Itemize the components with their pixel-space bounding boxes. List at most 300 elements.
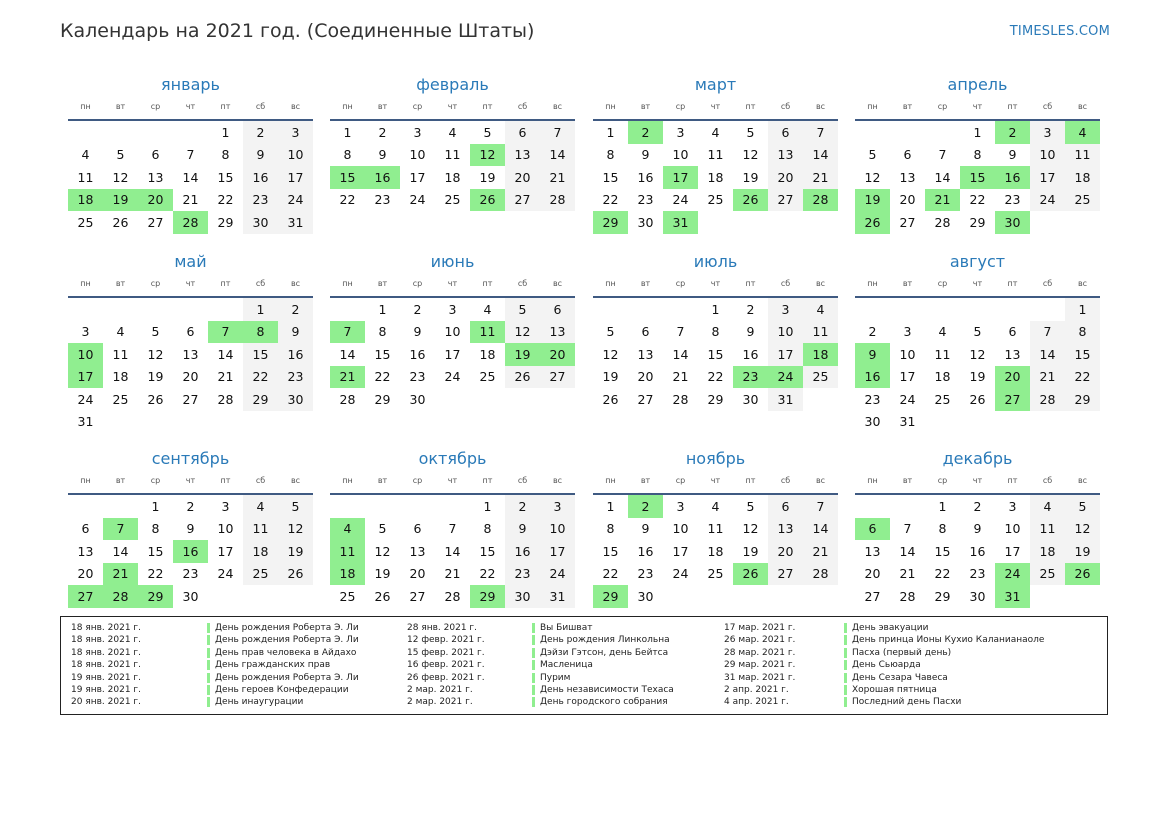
day-cell[interactable]: 8: [711, 324, 720, 340]
day-cell[interactable]: 3: [448, 301, 457, 317]
holiday-day-cell[interactable]: 21: [330, 366, 365, 389]
holiday-day-cell[interactable]: 29: [470, 585, 505, 608]
day-cell[interactable]: 27: [899, 214, 916, 230]
holiday-day-cell[interactable]: 7: [330, 321, 365, 344]
day-cell[interactable]: 25: [444, 192, 461, 208]
day-cell[interactable]: 30: [637, 214, 654, 230]
holiday-day-cell[interactable]: 12: [470, 144, 505, 167]
day-cell[interactable]: 17: [278, 166, 313, 189]
day-cell[interactable]: 5: [116, 147, 125, 163]
day-cell[interactable]: 6: [81, 521, 90, 537]
day-cell[interactable]: 14: [803, 144, 838, 167]
day-cell[interactable]: 10: [540, 518, 575, 541]
day-cell[interactable]: 27: [147, 214, 164, 230]
day-cell[interactable]: 2: [413, 301, 422, 317]
day-cell[interactable]: 3: [903, 324, 912, 340]
day-cell[interactable]: 12: [278, 518, 313, 541]
day-cell[interactable]: 26: [505, 366, 540, 389]
day-cell[interactable]: 31: [540, 585, 575, 608]
day-cell[interactable]: 28: [899, 588, 916, 604]
day-cell[interactable]: 22: [1065, 366, 1100, 389]
holiday-day-cell[interactable]: 2: [995, 121, 1030, 144]
day-cell[interactable]: 19: [742, 169, 759, 185]
holiday-day-cell[interactable]: 2: [628, 495, 663, 518]
site-link[interactable]: TIMESLES.COM: [1009, 24, 1110, 39]
day-cell[interactable]: 16: [742, 346, 759, 362]
day-cell[interactable]: 24: [899, 391, 916, 407]
day-cell[interactable]: 20: [182, 369, 199, 385]
holiday-day-cell[interactable]: 17: [663, 166, 698, 189]
day-cell[interactable]: 8: [606, 147, 615, 163]
day-cell[interactable]: 20: [409, 566, 426, 582]
holiday-day-cell[interactable]: 16: [995, 166, 1030, 189]
day-cell[interactable]: 11: [707, 521, 724, 537]
day-cell[interactable]: 12: [147, 346, 164, 362]
day-cell[interactable]: 17: [1030, 166, 1065, 189]
day-cell[interactable]: 28: [444, 588, 461, 604]
day-cell[interactable]: 27: [505, 189, 540, 212]
holiday-day-cell[interactable]: 31: [663, 211, 698, 234]
day-cell[interactable]: 19: [147, 369, 164, 385]
holiday-day-cell[interactable]: 19: [855, 189, 890, 212]
day-cell[interactable]: 22: [243, 366, 278, 389]
day-cell[interactable]: 17: [672, 543, 689, 559]
holiday-day-cell[interactable]: 11: [470, 321, 505, 344]
day-cell[interactable]: 1: [221, 124, 230, 140]
day-cell[interactable]: 14: [899, 543, 916, 559]
day-cell[interactable]: 6: [768, 121, 803, 144]
day-cell[interactable]: 5: [278, 495, 313, 518]
holiday-day-cell[interactable]: 20: [138, 189, 173, 212]
day-cell[interactable]: 21: [672, 369, 689, 385]
day-cell[interactable]: 2: [243, 121, 278, 144]
day-cell[interactable]: 10: [217, 521, 234, 537]
day-cell[interactable]: 18: [1065, 166, 1100, 189]
day-cell[interactable]: 15: [479, 543, 496, 559]
holiday-day-cell[interactable]: 6: [855, 518, 890, 541]
day-cell[interactable]: 3: [413, 124, 422, 140]
day-cell[interactable]: 28: [803, 563, 838, 586]
day-cell[interactable]: 9: [746, 324, 755, 340]
day-cell[interactable]: 30: [637, 588, 654, 604]
day-cell[interactable]: 8: [221, 147, 230, 163]
day-cell[interactable]: 9: [1008, 147, 1017, 163]
day-cell[interactable]: 9: [973, 521, 982, 537]
day-cell[interactable]: 3: [676, 498, 685, 514]
day-cell[interactable]: 4: [116, 324, 125, 340]
day-cell[interactable]: 19: [1065, 540, 1100, 563]
day-cell[interactable]: 3: [278, 121, 313, 144]
day-cell[interactable]: 12: [742, 521, 759, 537]
day-cell[interactable]: 9: [413, 324, 422, 340]
day-cell[interactable]: 25: [1030, 563, 1065, 586]
holiday-day-cell[interactable]: 26: [733, 563, 768, 586]
day-cell[interactable]: 19: [479, 169, 496, 185]
day-cell[interactable]: 24: [540, 563, 575, 586]
day-cell[interactable]: 7: [803, 495, 838, 518]
day-cell[interactable]: 5: [746, 498, 755, 514]
day-cell[interactable]: 2: [186, 498, 195, 514]
day-cell[interactable]: 12: [505, 321, 540, 344]
day-cell[interactable]: 14: [1030, 343, 1065, 366]
day-cell[interactable]: 17: [899, 369, 916, 385]
day-cell[interactable]: 2: [973, 498, 982, 514]
holiday-day-cell[interactable]: 28: [803, 189, 838, 212]
day-cell[interactable]: 15: [243, 343, 278, 366]
day-cell[interactable]: 1: [973, 124, 982, 140]
day-cell[interactable]: 27: [182, 391, 199, 407]
holiday-day-cell[interactable]: 18: [330, 563, 365, 586]
day-cell[interactable]: 20: [899, 192, 916, 208]
day-cell[interactable]: 10: [409, 147, 426, 163]
day-cell[interactable]: 6: [641, 324, 650, 340]
day-cell[interactable]: 14: [339, 346, 356, 362]
day-cell[interactable]: 23: [505, 563, 540, 586]
day-cell[interactable]: 15: [602, 169, 619, 185]
day-cell[interactable]: 2: [505, 495, 540, 518]
holiday-day-cell[interactable]: 9: [855, 343, 890, 366]
day-cell[interactable]: 27: [540, 366, 575, 389]
day-cell[interactable]: 30: [409, 391, 426, 407]
day-cell[interactable]: 26: [278, 563, 313, 586]
day-cell[interactable]: 3: [768, 298, 803, 321]
day-cell[interactable]: 16: [243, 166, 278, 189]
day-cell[interactable]: 10: [444, 324, 461, 340]
day-cell[interactable]: 8: [378, 324, 387, 340]
day-cell[interactable]: 15: [374, 346, 391, 362]
day-cell[interactable]: 12: [374, 543, 391, 559]
day-cell[interactable]: 16: [505, 540, 540, 563]
day-cell[interactable]: 31: [768, 388, 803, 411]
day-cell[interactable]: 18: [243, 540, 278, 563]
day-cell[interactable]: 13: [768, 144, 803, 167]
day-cell[interactable]: 24: [409, 192, 426, 208]
day-cell[interactable]: 13: [1004, 346, 1021, 362]
day-cell[interactable]: 1: [938, 498, 947, 514]
day-cell[interactable]: 5: [746, 124, 755, 140]
day-cell[interactable]: 27: [768, 563, 803, 586]
holiday-day-cell[interactable]: 18: [68, 189, 103, 212]
day-cell[interactable]: 13: [147, 169, 164, 185]
day-cell[interactable]: 8: [1065, 321, 1100, 344]
day-cell[interactable]: 18: [707, 169, 724, 185]
day-cell[interactable]: 13: [768, 518, 803, 541]
day-cell[interactable]: 22: [707, 369, 724, 385]
day-cell[interactable]: 5: [606, 324, 615, 340]
day-cell[interactable]: 1: [243, 298, 278, 321]
holiday-day-cell[interactable]: 26: [733, 189, 768, 212]
day-cell[interactable]: 8: [483, 521, 492, 537]
day-cell[interactable]: 17: [768, 343, 803, 366]
day-cell[interactable]: 1: [1065, 298, 1100, 321]
day-cell[interactable]: 9: [278, 321, 313, 344]
day-cell[interactable]: 13: [505, 144, 540, 167]
day-cell[interactable]: 23: [243, 189, 278, 212]
day-cell[interactable]: 22: [339, 192, 356, 208]
day-cell[interactable]: 23: [969, 566, 986, 582]
day-cell[interactable]: 21: [217, 369, 234, 385]
day-cell[interactable]: 4: [448, 124, 457, 140]
day-cell[interactable]: 21: [803, 166, 838, 189]
day-cell[interactable]: 2: [868, 324, 877, 340]
day-cell[interactable]: 14: [934, 169, 951, 185]
day-cell[interactable]: 12: [602, 346, 619, 362]
day-cell[interactable]: 25: [112, 391, 129, 407]
holiday-day-cell[interactable]: 27: [995, 388, 1030, 411]
day-cell[interactable]: 1: [711, 301, 720, 317]
holiday-day-cell[interactable]: 23: [733, 366, 768, 389]
day-cell[interactable]: 23: [374, 192, 391, 208]
holiday-day-cell[interactable]: 20: [540, 343, 575, 366]
day-cell[interactable]: 9: [641, 521, 650, 537]
holiday-day-cell[interactable]: 30: [995, 211, 1030, 234]
day-cell[interactable]: 29: [374, 391, 391, 407]
day-cell[interactable]: 8: [938, 521, 947, 537]
day-cell[interactable]: 24: [77, 391, 94, 407]
day-cell[interactable]: 8: [151, 521, 160, 537]
day-cell[interactable]: 9: [243, 144, 278, 167]
day-cell[interactable]: 11: [934, 346, 951, 362]
day-cell[interactable]: 24: [217, 566, 234, 582]
day-cell[interactable]: 13: [864, 543, 881, 559]
day-cell[interactable]: 26: [969, 391, 986, 407]
day-cell[interactable]: 20: [768, 540, 803, 563]
day-cell[interactable]: 20: [77, 566, 94, 582]
holiday-day-cell[interactable]: 19: [103, 189, 138, 212]
day-cell[interactable]: 18: [112, 369, 129, 385]
holiday-day-cell[interactable]: 26: [1065, 563, 1100, 586]
day-cell[interactable]: 26: [147, 391, 164, 407]
day-cell[interactable]: 2: [746, 301, 755, 317]
day-cell[interactable]: 24: [278, 189, 313, 212]
day-cell[interactable]: 28: [1030, 388, 1065, 411]
day-cell[interactable]: 29: [243, 388, 278, 411]
day-cell[interactable]: 21: [899, 566, 916, 582]
day-cell[interactable]: 11: [1030, 518, 1065, 541]
day-cell[interactable]: 23: [864, 391, 881, 407]
holiday-day-cell[interactable]: 8: [243, 321, 278, 344]
day-cell[interactable]: 19: [969, 369, 986, 385]
day-cell[interactable]: 23: [278, 366, 313, 389]
day-cell[interactable]: 27: [637, 391, 654, 407]
day-cell[interactable]: 17: [409, 169, 426, 185]
day-cell[interactable]: 23: [637, 566, 654, 582]
day-cell[interactable]: 11: [112, 346, 129, 362]
day-cell[interactable]: 1: [606, 498, 615, 514]
day-cell[interactable]: 25: [803, 366, 838, 389]
day-cell[interactable]: 6: [1008, 324, 1017, 340]
day-cell[interactable]: 28: [540, 189, 575, 212]
day-cell[interactable]: 8: [606, 521, 615, 537]
day-cell[interactable]: 6: [540, 298, 575, 321]
day-cell[interactable]: 12: [742, 147, 759, 163]
day-cell[interactable]: 20: [637, 369, 654, 385]
day-cell[interactable]: 13: [899, 169, 916, 185]
day-cell[interactable]: 3: [221, 498, 230, 514]
day-cell[interactable]: 11: [243, 518, 278, 541]
day-cell[interactable]: 19: [742, 543, 759, 559]
day-cell[interactable]: 22: [147, 566, 164, 582]
day-cell[interactable]: 20: [864, 566, 881, 582]
day-cell[interactable]: 25: [707, 566, 724, 582]
holiday-day-cell[interactable]: 27: [68, 585, 103, 608]
day-cell[interactable]: 12: [969, 346, 986, 362]
holiday-day-cell[interactable]: 18: [803, 343, 838, 366]
holiday-day-cell[interactable]: 15: [960, 166, 995, 189]
holiday-day-cell[interactable]: 10: [68, 343, 103, 366]
holiday-day-cell[interactable]: 29: [593, 211, 628, 234]
day-cell[interactable]: 18: [1030, 540, 1065, 563]
day-cell[interactable]: 1: [343, 124, 352, 140]
day-cell[interactable]: 5: [378, 521, 387, 537]
day-cell[interactable]: 24: [1030, 189, 1065, 212]
day-cell[interactable]: 6: [505, 121, 540, 144]
day-cell[interactable]: 28: [672, 391, 689, 407]
day-cell[interactable]: 18: [707, 543, 724, 559]
day-cell[interactable]: 10: [1030, 144, 1065, 167]
holiday-day-cell[interactable]: 17: [68, 366, 103, 389]
day-cell[interactable]: 7: [186, 147, 195, 163]
day-cell[interactable]: 8: [973, 147, 982, 163]
holiday-day-cell[interactable]: 20: [995, 366, 1030, 389]
day-cell[interactable]: 28: [339, 391, 356, 407]
holiday-day-cell[interactable]: 16: [365, 166, 400, 189]
day-cell[interactable]: 21: [444, 566, 461, 582]
day-cell[interactable]: 31: [899, 414, 916, 430]
day-cell[interactable]: 9: [378, 147, 387, 163]
day-cell[interactable]: 23: [182, 566, 199, 582]
day-cell[interactable]: 10: [672, 521, 689, 537]
day-cell[interactable]: 25: [243, 563, 278, 586]
day-cell[interactable]: 7: [540, 121, 575, 144]
holiday-day-cell[interactable]: 29: [593, 585, 628, 608]
holiday-day-cell[interactable]: 16: [855, 366, 890, 389]
day-cell[interactable]: 18: [444, 169, 461, 185]
day-cell[interactable]: 14: [182, 169, 199, 185]
holiday-day-cell[interactable]: 2: [628, 121, 663, 144]
day-cell[interactable]: 15: [1065, 343, 1100, 366]
day-cell[interactable]: 8: [343, 147, 352, 163]
day-cell[interactable]: 3: [81, 324, 90, 340]
day-cell[interactable]: 22: [217, 192, 234, 208]
day-cell[interactable]: 11: [803, 321, 838, 344]
day-cell[interactable]: 11: [77, 169, 94, 185]
day-cell[interactable]: 5: [505, 298, 540, 321]
holiday-day-cell[interactable]: 15: [330, 166, 365, 189]
day-cell[interactable]: 24: [672, 192, 689, 208]
day-cell[interactable]: 14: [540, 144, 575, 167]
day-cell[interactable]: 10: [278, 144, 313, 167]
day-cell[interactable]: 14: [672, 346, 689, 362]
day-cell[interactable]: 9: [505, 518, 540, 541]
holiday-day-cell[interactable]: 7: [103, 518, 138, 541]
day-cell[interactable]: 3: [1030, 121, 1065, 144]
day-cell[interactable]: 25: [479, 369, 496, 385]
day-cell[interactable]: 25: [1065, 189, 1100, 212]
day-cell[interactable]: 22: [602, 566, 619, 582]
day-cell[interactable]: 25: [339, 588, 356, 604]
day-cell[interactable]: 14: [803, 518, 838, 541]
holiday-day-cell[interactable]: 4: [330, 518, 365, 541]
day-cell[interactable]: 27: [409, 588, 426, 604]
holiday-day-cell[interactable]: 26: [470, 189, 505, 212]
day-cell[interactable]: 18: [934, 369, 951, 385]
day-cell[interactable]: 30: [278, 388, 313, 411]
day-cell[interactable]: 17: [540, 540, 575, 563]
day-cell[interactable]: 10: [899, 346, 916, 362]
holiday-day-cell[interactable]: 31: [995, 585, 1030, 608]
day-cell[interactable]: 5: [483, 124, 492, 140]
holiday-day-cell[interactable]: 26: [855, 211, 890, 234]
day-cell[interactable]: 22: [934, 566, 951, 582]
holiday-day-cell[interactable]: 24: [995, 563, 1030, 586]
day-cell[interactable]: 5: [973, 324, 982, 340]
day-cell[interactable]: 13: [182, 346, 199, 362]
day-cell[interactable]: 16: [409, 346, 426, 362]
day-cell[interactable]: 13: [637, 346, 654, 362]
day-cell[interactable]: 29: [707, 391, 724, 407]
day-cell[interactable]: 15: [147, 543, 164, 559]
day-cell[interactable]: 15: [934, 543, 951, 559]
day-cell[interactable]: 4: [938, 324, 947, 340]
day-cell[interactable]: 15: [217, 169, 234, 185]
day-cell[interactable]: 4: [803, 298, 838, 321]
day-cell[interactable]: 10: [768, 321, 803, 344]
day-cell[interactable]: 30: [742, 391, 759, 407]
day-cell[interactable]: 17: [444, 346, 461, 362]
day-cell[interactable]: 28: [217, 391, 234, 407]
day-cell[interactable]: 9: [641, 147, 650, 163]
day-cell[interactable]: 20: [768, 166, 803, 189]
day-cell[interactable]: 22: [479, 566, 496, 582]
day-cell[interactable]: 18: [479, 346, 496, 362]
day-cell[interactable]: 19: [602, 369, 619, 385]
day-cell[interactable]: 31: [77, 414, 94, 430]
holiday-day-cell[interactable]: 4: [1065, 121, 1100, 144]
day-cell[interactable]: 15: [707, 346, 724, 362]
day-cell[interactable]: 30: [864, 414, 881, 430]
day-cell[interactable]: 19: [278, 540, 313, 563]
day-cell[interactable]: 6: [903, 147, 912, 163]
day-cell[interactable]: 10: [1004, 521, 1021, 537]
holiday-day-cell[interactable]: 11: [330, 540, 365, 563]
day-cell[interactable]: 11: [444, 147, 461, 163]
day-cell[interactable]: 6: [413, 521, 422, 537]
day-cell[interactable]: 7: [938, 147, 947, 163]
day-cell[interactable]: 6: [768, 495, 803, 518]
holiday-day-cell[interactable]: 7: [208, 321, 243, 344]
day-cell[interactable]: 4: [711, 498, 720, 514]
day-cell[interactable]: 19: [374, 566, 391, 582]
holiday-day-cell[interactable]: 24: [768, 366, 803, 389]
day-cell[interactable]: 22: [374, 369, 391, 385]
day-cell[interactable]: 16: [278, 343, 313, 366]
day-cell[interactable]: 30: [243, 211, 278, 234]
day-cell[interactable]: 30: [182, 588, 199, 604]
day-cell[interactable]: 7: [1030, 321, 1065, 344]
day-cell[interactable]: 6: [151, 147, 160, 163]
day-cell[interactable]: 4: [1030, 495, 1065, 518]
day-cell[interactable]: 17: [1004, 543, 1021, 559]
day-cell[interactable]: 12: [864, 169, 881, 185]
day-cell[interactable]: 5: [151, 324, 160, 340]
holiday-day-cell[interactable]: 19: [505, 343, 540, 366]
day-cell[interactable]: 3: [1008, 498, 1017, 514]
day-cell[interactable]: 2: [378, 124, 387, 140]
day-cell[interactable]: 6: [186, 324, 195, 340]
day-cell[interactable]: 11: [1065, 144, 1100, 167]
day-cell[interactable]: 29: [217, 214, 234, 230]
